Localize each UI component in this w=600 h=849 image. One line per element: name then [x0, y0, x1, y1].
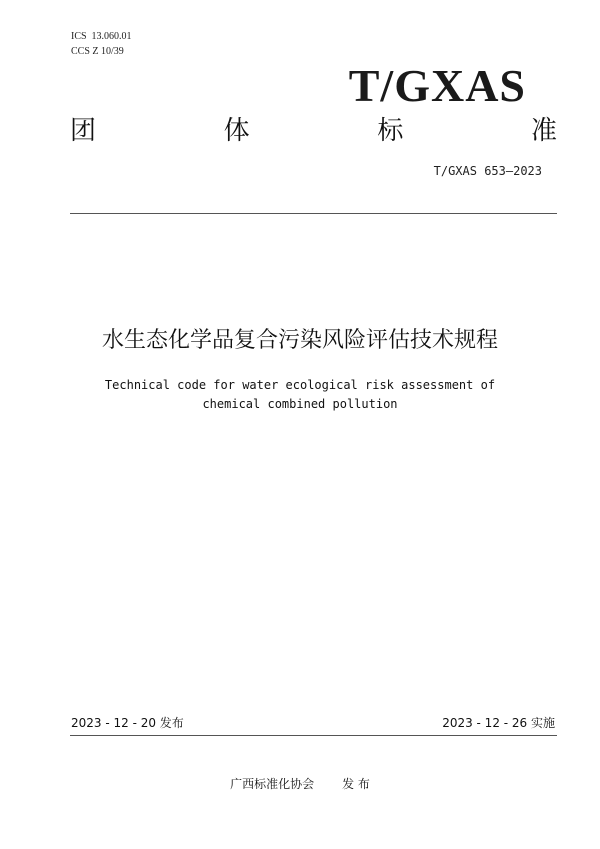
- organization-logo-mark: T/GXAS: [348, 60, 526, 111]
- standard-type-heading: [70, 114, 557, 148]
- title-english-line: chemical combined pollution: [202, 397, 398, 411]
- classification-codes: [71, 29, 132, 59]
- standard-type-char: 团: [70, 116, 97, 146]
- footer-divider: [70, 735, 557, 736]
- issuer-line: [0, 775, 600, 793]
- title-english-line: Technical code for water ecological risk assessment of: [104, 378, 496, 392]
- header-divider: [70, 213, 557, 214]
- issuer-name: 广西标准化协会: [230, 777, 315, 791]
- title-english: [0, 376, 600, 414]
- title-chinese: 水生态化学品复合污染风险评估技术规程: [101, 328, 498, 353]
- ccs-code: CCS Z 10/39: [71, 46, 124, 57]
- standard-type-char: 准: [530, 116, 557, 146]
- publish-date: 2023 - 12 - 20 发布: [71, 716, 184, 730]
- standard-number: T/GXAS 653—2023: [433, 164, 542, 178]
- standard-type-char: 体: [223, 116, 250, 146]
- standard-type-char: 标: [377, 116, 404, 146]
- issuer-action: 发 布: [342, 777, 370, 791]
- ics-code: ICS 13.060.01: [71, 31, 132, 42]
- implement-date: 2023 - 12 - 26 实施: [442, 716, 555, 730]
